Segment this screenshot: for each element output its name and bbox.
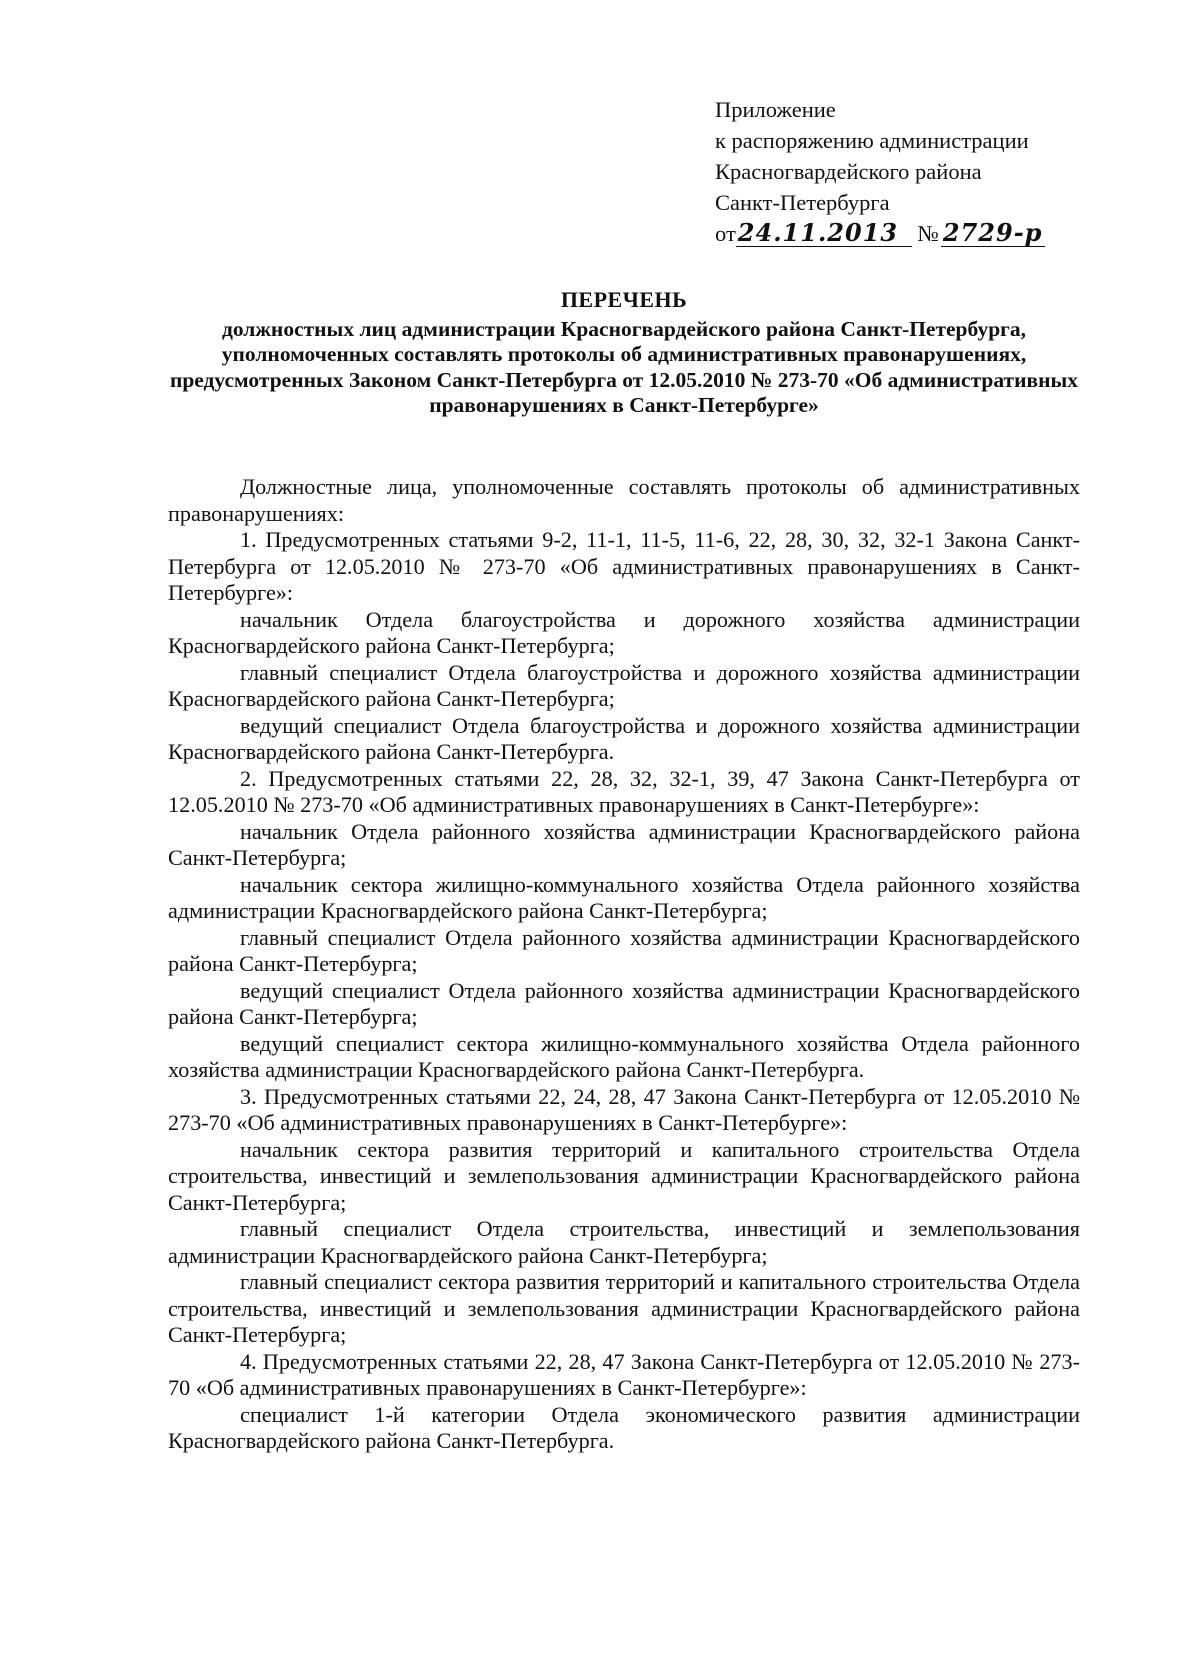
paragraph: ведущий специалист сектора жилищно-коммунального хозяйства Отдела районного хозяйства администрации Красногвардейского района Санкт-Петербурга. — [168, 1030, 1080, 1082]
paragraph: главный специалист Отдела районного хозяйства администрации Красногвардейского района Санкт-Петербурга; — [168, 924, 1080, 976]
paragraph: Должностные лица, уполномоченные составлять протоколы об административных правонарушениях: — [168, 474, 1080, 526]
paragraph: специалист 1-й категории Отдела экономического развития администрации Красногвардейского района Санкт-Петербурга. — [168, 1401, 1080, 1453]
paragraph: ведущий специалист Отдела благоустройства и дорожного хозяйства администрации Красногвардейского района Санкт-Петербурга. — [168, 712, 1080, 764]
title-subtitle: должностных лиц администрации Красногвардейского района Санкт-Петербурга, уполномоченных составлять протоколы об административных правонарушениях, предусмотренных Законом Санкт-Петербурга от 12.05.2010 № 273-70 «Об административных правонарушениях в Санкт-Петербурге» — [169, 316, 1079, 417]
paragraph: 3. Предусмотренных статьями 22, 24, 28, 47 Закона Санкт-Петербурга от 12.05.2010 № 273-70 «Об административных правонарушениях в Санкт-Петербурге»: — [168, 1083, 1080, 1135]
appendix-block — [715, 94, 1045, 249]
paragraph: начальник Отдела благоустройства и дорожного хозяйства администрации Красногвардейского района Санкт-Петербурга; — [168, 606, 1080, 658]
paragraph: главный специалист Отдела благоустройства и дорожного хозяйства администрации Красногвардейского района Санкт-Петербурга; — [168, 659, 1080, 711]
handwritten-date-field — [736, 218, 912, 247]
document-title — [168, 287, 1080, 419]
paragraph: главный специалист Отдела строительства, инвестиций и землепользования администрации Красногвардейского района Санкт-Петербурга; — [168, 1216, 1080, 1268]
appendix-line: Красногвардейского района — [715, 159, 982, 184]
paragraph: 2. Предусмотренных статьями 22, 28, 32, 32-1, 39, 47 Закона Санкт-Петербурга от 12.05.2010 № 273-70 «Об административных правонарушениях в Санкт-Петербурге»: — [168, 765, 1080, 817]
paragraph: 4. Предусмотренных статьями 22, 28, 47 Закона Санкт-Петербурга от 12.05.2010 № 273-70 «Об административных правонарушениях в Санкт-Петербурге»: — [168, 1348, 1080, 1400]
paragraph: начальник сектора жилищно-коммунального хозяйства Отдела районного хозяйства администрации Красногвардейского района Санкт-Петербурга; — [168, 871, 1080, 923]
number-prefix: № — [917, 221, 939, 246]
appendix-line: Приложение — [715, 97, 836, 122]
paragraph: ведущий специалист Отдела районного хозяйства администрации Красногвардейского района Санкт-Петербурга; — [168, 977, 1080, 1029]
handwritten-number: 2729-р — [942, 218, 1043, 247]
title-heading: ПЕРЕЧЕНЬ — [560, 287, 688, 312]
handwritten-date: 24.11.2013 — [737, 218, 899, 247]
appendix-date-line — [715, 218, 1045, 249]
date-prefix: от — [715, 221, 736, 246]
appendix-line: Санкт-Петербурга — [715, 190, 890, 215]
paragraph: 1. Предусмотренных статьями 9-2, 11-1, 11-5, 11-6, 22, 28, 30, 32, 32-1 Закона Санкт-Петербурга от 12.05.2010 № 273-70 «Об административных правонарушениях в Санкт-Петербурге»: — [168, 527, 1080, 605]
handwritten-number-field — [941, 218, 1045, 247]
paragraph: начальник сектора развития территорий и капитального строительства Отдела строительства, инвестиций и землепользования администрации Красногвардейского района Санкт-Петербурга; — [168, 1136, 1080, 1215]
paragraph: главный специалист сектора развития территорий и капитального строительства Отдела строительства, инвестиций и землепользования администрации Красногвардейского района Санкт-Петербурга; — [168, 1269, 1080, 1347]
document-body — [168, 474, 1080, 1455]
appendix-line: к распоряжению администрации — [715, 128, 1029, 153]
paragraph: начальник Отдела районного хозяйства администрации Красногвардейского района Санкт-Петербурга; — [168, 818, 1080, 870]
